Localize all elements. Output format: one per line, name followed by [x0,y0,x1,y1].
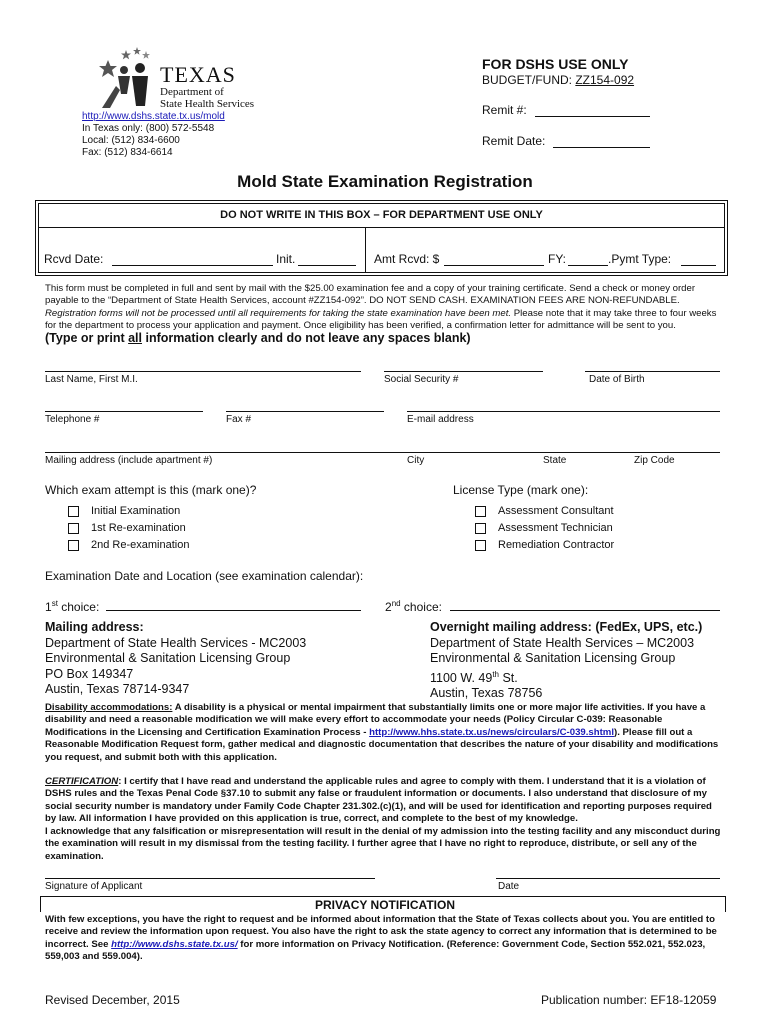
license-label-contractor: Remediation Contractor [498,539,615,551]
fax-field[interactable] [226,411,384,412]
remit-date-line[interactable] [553,147,650,148]
email-label: E-mail address [407,414,474,425]
rcvd-date-label: Rcvd Date: [44,252,104,266]
overnight-address-street: 1100 W. 49th St. [430,669,518,685]
fax-label: Fax # [226,414,252,425]
ssn-label: Social Security # [384,374,459,385]
exam-attempt-label-1st: 1st Re-examination [91,522,186,534]
exam-attempt-checkbox-2nd[interactable] [68,540,79,551]
texas-star-people-icon [96,46,158,110]
page-title: Mold State Examination Registration [237,172,533,191]
contact-fax: Fax: (512) 834-6614 [82,147,173,158]
phone-field[interactable] [45,411,203,412]
exam-attempt-checkbox-initial[interactable] [68,506,79,517]
revised-date: Revised December, 2015 [45,993,180,1007]
contact-texas-only: In Texas only: (800) 572-5548 [82,123,215,134]
dshs-use-title: FOR DSHS USE ONLY [482,56,629,72]
date-label: Date [498,881,520,892]
exam-attempt-title: Which exam attempt is this (mark one)? [45,483,257,497]
type-print-note: (Type or print all information clearly and do not leave any spaces blank) [45,331,471,345]
init-label: Init. [276,252,296,266]
exam-attempt-label-2nd: 2nd Re-examination [91,539,190,551]
logo-line1: Department of [160,86,224,98]
first-choice-field[interactable] [106,610,361,611]
overnight-address-line: Department of State Health Services – MC2003 [430,635,695,650]
license-checkbox-contractor[interactable] [475,540,486,551]
date-field[interactable] [496,878,720,879]
disability-link[interactable]: http://www.hhs.state.tx.us/news/circulars/C-039.shtml [369,726,614,738]
exam-attempt-checkbox-1st[interactable] [68,523,79,534]
ssn-field[interactable] [384,371,543,372]
remit-date-label: Remit Date: [482,134,546,148]
mailing-address-field[interactable] [45,452,720,453]
instructions-text: This form must be completed in full and sent by mail with the $25.00 examination fee and a copy of your training certificate. Send a check or money order payable to the “Department of State Health Services, account #ZZ154-092”. DO NOT SEND CASH. EXAMINATION FEES ARE NON-REFUNDABLE. Registration forms will not be processed until all requirements for taking the state examination have been met. Please note that it may take three to four weeks for the department to process your application and payment. Once eligibility has been verified, a confirmation letter for admittance will be sent to you. [45,283,717,332]
overnight-address-title: Overnight mailing address: (FedEx, UPS, etc.) [430,620,703,634]
name-label: Last Name, First M.I. [45,374,138,385]
mailing-address-title: Mailing address: [45,620,144,634]
mailing-address-line: PO Box 149347 [45,666,134,681]
license-type-title: License Type (mark one): [453,483,589,497]
overnight-address-line: Environmental & Sanitation Licensing Group [430,651,676,665]
second-choice-field[interactable] [450,610,720,611]
overnight-address-city: Austin, Texas 78756 [430,686,543,701]
license-label-technician: Assessment Technician [498,522,613,534]
mailing-address-block [45,620,306,698]
first-choice-label: 1st choice: [45,599,100,614]
mailing-address-line: Austin, Texas 78714-9347 [45,682,190,696]
budget-value: ZZ154-092 [575,73,635,87]
license-label-consultant: Assessment Consultant [498,505,614,517]
state-label: State [543,455,567,466]
mailing-address-line: Department of State Health Services - MC2003 [45,635,307,650]
privacy-title: PRIVACY NOTIFICATION [314,898,455,912]
amt-rcvd-label: Amt Rcvd: $ [374,252,440,266]
city-label: City [407,455,425,466]
exam-attempt-label-initial: Initial Examination [91,505,181,517]
second-choice-label: 2nd choice: [385,599,442,614]
disability-text: Disability accommodations: A disability is a physical or mental impairment that substantially limits one or more major life activities. If you have a disability and need a reasonable modification we will make every effort to accommodate your needs (Policy Circular C-039: Reasonable Modifications in the Licensing and Certification Examination Process - http://www.hhs.state.tx.us/news/circulars/C-039.shtml). Please fill out a Reasonable Modification Request form, gather medical and diagnostic documentation that describes the nature of your disability and modifications you request, and submit both with this application. [45,702,719,763]
certification-text: CERTIFICATION: I certify that I have read and understand the applicable rules and agree to comply with them. I understand that it is a violation of DSHS rules and the Texas Penal Code §37.10 to submit any false or fraudulent information or documents. I also understand that disclosure of my social security number is mandatory under Family Code Chapter 231.302.(c)(1), and will be used for identification and reporting purposes required by law. All information I have provided on this application is true, correct, and complete to the best of my knowledge. [45,776,712,825]
remit-no-line[interactable] [535,116,650,117]
mailing-address-line: Environmental & Sanitation Licensing Group [45,651,291,665]
license-checkbox-technician[interactable] [475,523,486,534]
overnight-address-block [430,620,702,702]
dob-label: Date of Birth [589,374,645,385]
contact-local: Local: (512) 834-6600 [82,135,180,146]
logo-line2: State Health Services [160,98,255,110]
dob-field[interactable] [585,371,720,372]
certification-text-2: I acknowledge that any falsification or misrepresentation will result in the denial of my admission into the testing facility and any misconduct during the examination will result in my dismissal from the testing facility. I further agree that I have no right to reproduce, distribute, or sell any of the examination. [45,826,721,862]
dept-box-heading: DO NOT WRITE IN THIS BOX – FOR DEPARTMENT USE ONLY [220,209,543,221]
mailing-label: Mailing address (include apartment #) [45,455,213,466]
zip-label: Zip Code [634,455,675,466]
publication-number: Publication number: EF18-12059 [541,993,717,1007]
privacy-text: With few exceptions, you have the right to request and be informed about information that the State of Texas collects about you. You are entitled to receive and review the information upon request. You also have the right to ask the state agency to correct any information that is determined to be incorrect. See http://www.dshs.state.tx.us/ for more information on Privacy Notification. (Reference: Government Code, Section 552.021, 552.023, 559,003 and 559.004). [45,914,717,963]
privacy-link[interactable]: http://www.dshs.state.tx.us/ [111,938,238,950]
logo-word: TEXAS [160,62,236,87]
pymt-type-label: .Pymt Type: [608,252,672,266]
contact-url[interactable]: http://www.dshs.state.tx.us/mold [82,111,225,122]
dshs-logo [96,46,256,110]
email-field[interactable] [407,411,720,412]
name-field[interactable] [45,371,361,372]
signature-label: Signature of Applicant [45,881,143,892]
license-checkbox-consultant[interactable] [475,506,486,517]
phone-label: Telephone # [45,414,100,425]
remit-no-label: Remit #: [482,103,527,117]
budget-fund: BUDGET/FUND: ZZ154-092 [482,73,635,87]
signature-field[interactable] [45,878,375,879]
dept-use-box [35,200,728,276]
exam-location-title: Examination Date and Location (see examination calendar): [45,569,364,583]
fy-label: FY: [548,252,567,266]
